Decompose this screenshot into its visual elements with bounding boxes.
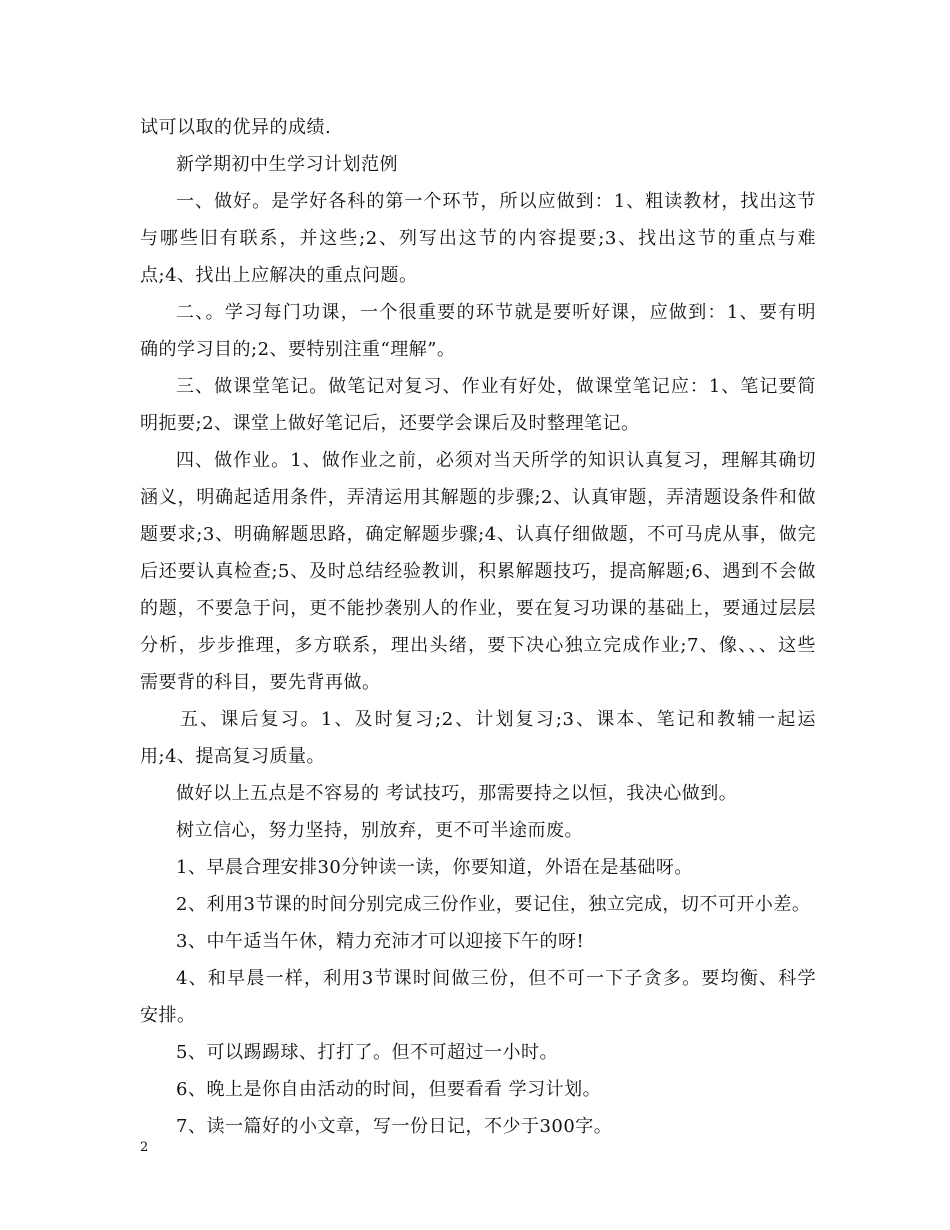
list-item: 5、可以踢踢球、打打了。但不可超过一小时。 [176, 1042, 558, 1063]
body-line: 明扼要;2、课堂上做好笔记后，还要学会课后及时整理笔记。 [140, 413, 640, 434]
body-line: 的题，不要急于问，更不能抄袭别人的作业，要在复习功课的基础上，要通过层层 [140, 598, 816, 619]
body-line: 安排。 [140, 1005, 196, 1026]
list-item: 3、中午适当午休，精力充沛才可以迎接下午的呀! [176, 931, 585, 952]
body-line: 确的学习目的;2、要特别注重“理解”。 [140, 339, 456, 360]
body-line: 做好以上五点是不容易的 考试技巧，那需要持之以恒，我决心做到。 [176, 783, 738, 804]
list-item: 7、读一篇好的小文章，写一份日记，不少于300字。 [176, 1116, 613, 1137]
body-line: 与哪些旧有联系，并这些;2、列写出这节的内容提要;3、找出这节的重点与难 [140, 228, 816, 249]
section-title: 新学期初中生学习计划范例 [176, 154, 398, 175]
page-number: 2 [140, 1140, 149, 1155]
body-line: 后还要认真检查;5、及时总结经验教训，积累解题技巧，提高解题;6、遇到不会做 [140, 561, 816, 582]
body-line: 试可以取的优异的成绩. [140, 117, 332, 138]
body-line: 需要背的科目，要先背再做。 [140, 672, 381, 693]
list-item: 4、和早晨一样，利用3节课时间做三份，但不可一下子贪多。要均衡、科学 [176, 968, 816, 989]
list-item: 2、利用3节课的时间分别完成三份作业，要记住，独立完成，切不可开小差。 [176, 894, 811, 915]
body-line: 用;4、提高复习质量。 [140, 746, 326, 767]
body-line: 分析，步步推理，多方联系，理出头绪，要下决心独立完成作业;7、像、、、这些 [140, 635, 816, 656]
body-line: 树立信心，努力坚持，别放弃，更不可半途而废。 [176, 820, 583, 841]
body-line: 三、做课堂笔记。做笔记对复习、作业有好处，做课堂笔记应：1、笔记要简 [176, 376, 816, 397]
body-line: 一、做好。是学好各科的第一个环节，所以应做到：1、粗读教材，找出这节 [176, 191, 816, 212]
body-line: 涵义，明确起适用条件，弄清运用其解题的步骤;2、认真审题，弄清题设条件和做 [140, 487, 816, 508]
body-line: 五、课后复习。1、及时复习;2、计划复习;3、课本、笔记和教辅一起运 [180, 709, 816, 730]
body-line: 题要求;3、明确解题思路，确定解题步骤;4、认真仔细做题，不可马虎从事，做完 [140, 524, 816, 545]
list-item: 1、早晨合理安排30分钟读一读，你要知道，外语在是基础呀。 [176, 857, 693, 878]
body-line: 点;4、找出上应解决的重点问题。 [140, 265, 418, 286]
list-item: 6、晚上是你自由活动的时间，但要看看 学习计划。 [176, 1079, 602, 1100]
body-line: 四、做作业。1、做作业之前，必须对当天所学的知识认真复习，理解其确切 [176, 450, 816, 471]
body-line: 二、。学习每门功课，一个很重要的环节就是要听好课，应做到：1、要有明 [176, 302, 816, 323]
